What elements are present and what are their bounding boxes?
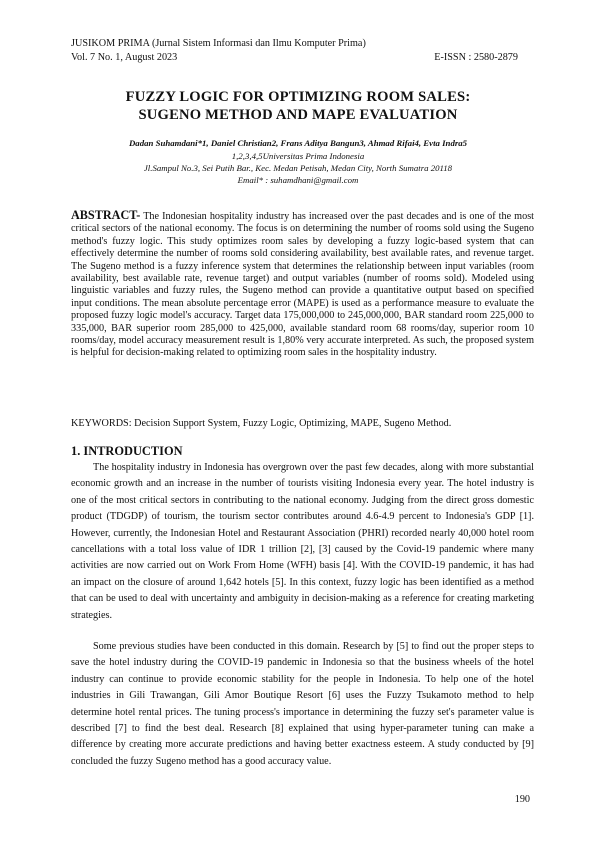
title-line-2: SUGENO METHOD AND MAPE EVALUATION bbox=[138, 107, 458, 123]
issn: E-ISSN : 2580-2879 bbox=[434, 52, 518, 63]
body-paragraph-2: Some previous studies have been conducted in this domain. Research by [5] to find out the proper steps to save the hotel industry during the COVID-19 pandemic in Indonesia so that the business wheels of the hotel industry can continue to provide economic stability for the people in Indonesia. To help one of the hotel industries in Gili Trawangan, Gili Amor Boutique Resort [6] uses the Fuzzy Tsukamoto method to help determine hotel rental prices. The tuning process's importance in determining the fuzzy set's parameter value is described [7] to find the best deal. Research [8] explained that using hyper-parameter tuning can make a difference by creating more accurate predictions and having better exactness esteem. A study conducted by [9] concluded the fuzzy Sugeno method has a good accuracy value. bbox=[71, 641, 534, 767]
title-line-1: FUZZY LOGIC FOR OPTIMIZING ROOM SALES: bbox=[125, 89, 471, 105]
volume-info: Vol. 7 No. 1, August 2023 bbox=[71, 52, 178, 63]
affiliation-address: Jl.Sampul No.3, Sei Putih Bar., Kec. Medan Petisah, Medan City, North Sumatra 20118 bbox=[143, 163, 453, 173]
keywords: KEYWORDS: Decision Support System, Fuzzy Logic, Optimizing, MAPE, Sugeno Method. bbox=[71, 418, 452, 429]
body-paragraph-1: The hospitality industry in Indonesia has overgrown over the past few decades, along with more substantial economic growth and an increase in the number of tourists visiting Indonesia every year. The hotel industry is one of the most critical sectors in contributing to the national economy. Judging from the direct gross domestic product (TDGDP) of tourism, the tourism sector contributes around 4.6-4.9 percent to Indonesia's GDP [1]. However, currently, the Indonesian Hotel and Restaurant Association (PHRI) recorded nearly 40,000 hotel room cancellations with a total loss value of IDR 1 trillion [2], [3] caused by the Covid-19 pandemic where many activities are now carried out on Work From Home (WFH) basis [4]. With the COVID-19 pandemic, it has had an impact on the closure of around 1,642 hotels [5]. In this context, fuzzy logic has been identified as a method that can be used to deal with uncertainty and ambiguity in decision-making as a reference for creating marketing strategies. bbox=[71, 462, 534, 621]
paper-title bbox=[60, 88, 536, 124]
section-heading: 1. INTRODUCTION bbox=[71, 444, 183, 458]
abstract-heading: ABSTRACT- bbox=[71, 208, 141, 222]
abstract-text: The Indonesian hospitality industry has increased over the past decades and is one of the most critical sectors of the national economy. The focus is on determining the number of rooms sold using the Sugeno method's fuzzy logic. This study optimizes room sales by developing a fuzzy logic-based system that can effectively determine the number of rooms sold considering availability, best available rates, and revenue target. The Sugeno method is a fuzzy inference system that determines the relationship between input variables (room availability, best available rate, revenue target) and output variables (number of rooms sold). Modeled using linguistic variables and fuzzy rules, the Sugeno method can provide a quantitative output based on specified input conditions. The mean absolute percentage error (MAPE) is used as a performance measure to evaluate the proposed fuzzy logic model's accuracy. Target data 175,000,000 to 245,000,000, BAR standard room 225,000 to 335,000, BAR superior room 285,000 to 425,000, available standard room 68 rooms/day, superior room 10 rooms/day, model accuracy measurement result is 1,80% very accurate interpreted. As such, the proposed system is helpful for decision-making related to optimizing room sales in the hospitality industry. bbox=[71, 211, 534, 359]
abstract bbox=[71, 209, 534, 360]
contact-email: Email* : suhamdhani@gmail.com bbox=[237, 175, 359, 185]
journal-name: JUSIKOM PRIMA (Jurnal Sistem Informasi dan Ilmu Komputer Prima) bbox=[71, 38, 366, 49]
affiliation-institution: 1,2,3,4,5Universitas Prima Indonesia bbox=[231, 151, 365, 161]
author-list: Dadan Suhamdani*1, Daniel Christian2, Frans Aditya Bangun3, Ahmad Rifai4, Evta Indra5 bbox=[128, 138, 468, 148]
page-number: 190 bbox=[514, 794, 530, 805]
